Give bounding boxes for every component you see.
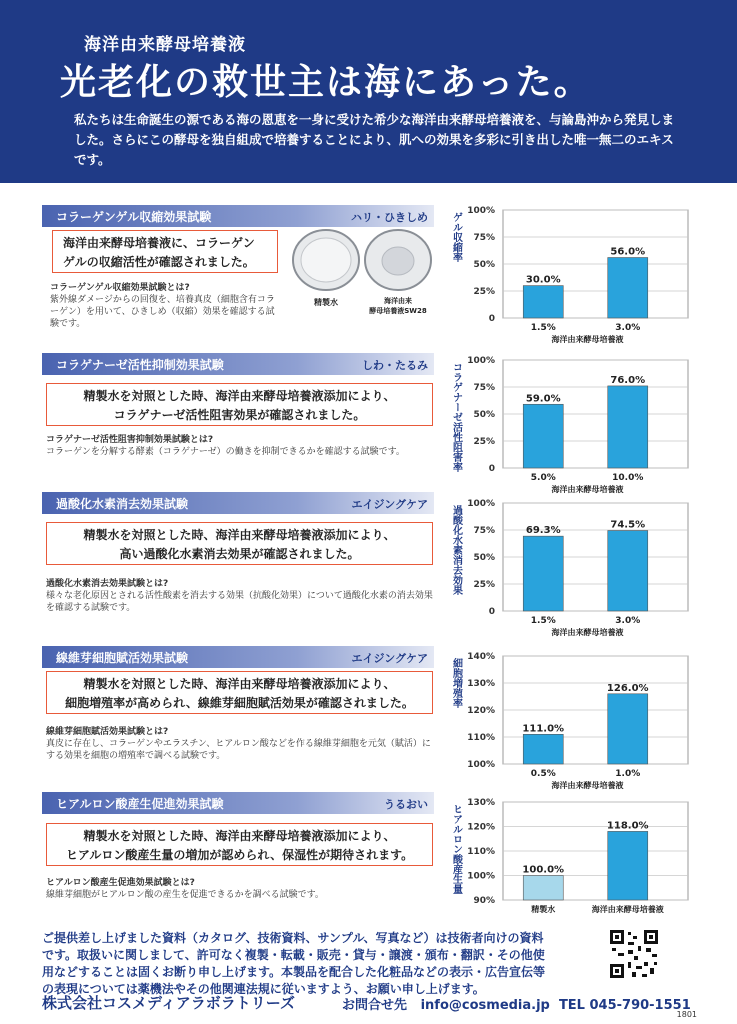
y-tick-label: 100% — [467, 356, 495, 366]
bar — [523, 876, 563, 901]
section-title: 線維芽細胞賦活効果試験 — [56, 651, 189, 665]
data-label: 111.0% — [522, 723, 565, 735]
section-hyaluronic — [42, 792, 434, 814]
y-tick-label: 140% — [467, 652, 495, 662]
bar — [523, 404, 563, 468]
chart-collagenase — [448, 350, 693, 495]
y-tick-label: 130% — [467, 679, 495, 689]
callout-line: 精製水を対照とした時、海洋由来酵母培養液添加により、 — [83, 829, 396, 843]
chart-collagen-gel — [448, 200, 693, 345]
x-tick-label: 3.0% — [615, 323, 641, 333]
note-question: コラーゲンゲル収縮効果試験とは? — [50, 283, 190, 293]
contact-label: お問合せ先 — [342, 998, 408, 1013]
y-axis-label: 過酸化水素消去効果 — [450, 505, 462, 595]
chart-fibroblast — [448, 646, 693, 791]
x-axis-label: 海洋由来酵母培養液 — [551, 628, 624, 637]
result-callout — [46, 671, 433, 714]
callout-line: ゲルの収縮活性が確認されました。 — [63, 255, 255, 269]
section-header — [42, 492, 434, 514]
bar — [608, 831, 648, 900]
section-title: 過酸化水素消去効果試験 — [56, 497, 189, 511]
y-tick-label: 50% — [473, 553, 495, 563]
section-header — [42, 353, 434, 375]
y-tick-label: 100% — [467, 206, 495, 216]
y-tick-label: 100% — [467, 871, 495, 882]
section-header — [42, 205, 434, 227]
section-title: コラゲナーゼ活性抑制効果試験 — [56, 358, 224, 372]
section-tag: ハリ・ひきしめ — [351, 211, 428, 224]
test-note — [46, 578, 436, 614]
callout-line: 高い過酸化水素消去効果が確認されました。 — [119, 547, 360, 561]
y-tick-label: 0 — [488, 314, 495, 324]
section-fibroblast — [42, 646, 434, 668]
data-label: 56.0% — [610, 246, 646, 258]
x-tick-label: 5.0% — [530, 473, 556, 483]
section-header — [42, 792, 434, 814]
x-tick-label: 海洋由来酵母培養液 — [591, 905, 664, 914]
data-label: 74.5% — [610, 519, 646, 531]
y-tick-label: 110% — [467, 733, 495, 743]
footer-notice: ご提供差し上げました資料（カタログ、技術資料、サンプル、写真など）は技術者向けの資料です。取扱いに関しまして、許可なく複製・転載・販売・貸与・譲渡・頒布・翻訳・その他使用などすることは固くお断り申し上げます。本製品を配合した化粧品などの表示・広告宣伝等の表現については薬機法やその他関連法規に従いますよう、お願い申し上げます。 — [42, 931, 546, 996]
y-tick-label: 120% — [467, 822, 495, 833]
x-tick-label: 1.0% — [615, 769, 641, 779]
x-axis-label: 海洋由来酵母培養液 — [551, 335, 624, 344]
test-note — [50, 282, 282, 330]
y-tick-label: 75% — [473, 233, 495, 243]
callout-line: 海洋由来酵母培養液に、コラーゲン — [63, 236, 255, 250]
y-tick-label: 120% — [467, 706, 495, 716]
section-tag: しわ・たるみ — [362, 359, 428, 372]
y-tick-label: 50% — [473, 260, 495, 270]
bar — [523, 536, 563, 611]
section-tag: うるおい — [384, 798, 428, 811]
x-tick-label: 1.5% — [530, 616, 556, 626]
data-label: 118.0% — [606, 820, 649, 832]
result-callout — [52, 230, 278, 273]
y-tick-label: 75% — [473, 526, 495, 536]
company-name: 株式会社コスメディアラボラトリーズ — [42, 994, 296, 1012]
note-body: 線維芽細胞がヒアルロン酸の産生を促進できるかを調べる試験です。 — [46, 890, 324, 900]
y-tick-label: 75% — [473, 383, 495, 393]
dish-label-sample-1: 海洋由来 — [384, 297, 412, 305]
data-label: 59.0% — [525, 393, 561, 405]
header-banner — [0, 0, 737, 183]
x-tick-label: 3.0% — [615, 616, 641, 626]
callout-line: 精製水を対照とした時、海洋由来酵母培養液添加により、 — [83, 677, 396, 691]
section-title: コラーゲンゲル収縮効果試験 — [56, 210, 212, 224]
x-axis-label: 海洋由来酵母培養液 — [551, 485, 624, 494]
chart-hyaluronic — [448, 792, 693, 927]
y-axis-label: 細胞増殖率 — [450, 658, 462, 708]
data-label: 126.0% — [606, 682, 649, 694]
test-note — [46, 434, 436, 458]
note-question: 過酸化水素消去効果試験とは? — [46, 579, 169, 589]
data-label: 30.0% — [525, 274, 561, 286]
contact-email[interactable]: info@cosmedia.jp — [420, 998, 550, 1013]
section-header — [42, 646, 434, 668]
petri-dish-photo — [290, 227, 435, 322]
data-label: 76.0% — [610, 374, 646, 386]
callout-line: 精製水を対照とした時、海洋由来酵母培養液添加により、 — [83, 389, 396, 403]
y-tick-label: 25% — [473, 580, 495, 590]
result-callout — [46, 823, 433, 866]
header-subtitle: 海洋由来酵母培養液 — [84, 35, 246, 55]
x-tick-label: 1.5% — [530, 323, 556, 333]
test-note — [46, 877, 436, 901]
note-question: コラゲナーゼ活性阻害抑制効果試験とは? — [46, 435, 214, 445]
y-axis-label: ヒアルロン酸産生量 — [450, 804, 462, 894]
header-title: 光老化の救世主は海にあった。 — [60, 62, 592, 103]
dish-label-control: 精製水 — [314, 298, 338, 307]
contact-line — [342, 994, 691, 1013]
note-question: 線維芽細胞賦活効果試験とは? — [46, 727, 169, 737]
x-axis-label: 海洋由来酵母培養液 — [551, 781, 624, 790]
y-tick-label: 25% — [473, 287, 495, 297]
y-tick-label: 110% — [467, 847, 495, 857]
section-peroxide — [42, 492, 434, 514]
x-tick-label: 0.5% — [530, 769, 556, 779]
bar — [608, 386, 648, 468]
test-note — [46, 726, 436, 762]
section-tag: エイジングケア — [351, 498, 428, 511]
x-tick-label: 精製水 — [531, 905, 556, 914]
note-body: 真皮に存在し、コラーゲンやエラスチン、ヒアルロン酸などを作る線維芽細胞を元気（賦活）にする効果を細胞の増殖率で調べる試験です。 — [46, 739, 431, 761]
y-tick-label: 25% — [473, 437, 495, 447]
bar — [523, 286, 563, 318]
y-tick-label: 100% — [467, 499, 495, 509]
note-question: ヒアルロン酸産生促進効果試験とは? — [46, 878, 195, 888]
contact-tel[interactable]: TEL 045-790-1551 — [558, 998, 691, 1013]
callout-line: ヒアルロン酸産生量の増加が認められ、保湿性が期待されます。 — [65, 848, 414, 862]
y-tick-label: 130% — [467, 798, 495, 808]
document-number: 1801 — [676, 1010, 697, 1019]
dish-label-sample-2: 酵母培養液SW28 — [369, 307, 427, 315]
qr-code-icon[interactable] — [608, 928, 660, 980]
note-body: 様々な老化原因とされる活性酸素を消去する効果（抗酸化効果）について過酸化水素の消去効果を確認する試験です。 — [46, 591, 433, 613]
bar — [608, 531, 648, 611]
section-tag: エイジングケア — [351, 652, 428, 665]
result-callout — [46, 522, 433, 565]
callout-line: コラゲナーゼ活性阻害効果が確認されました。 — [113, 408, 366, 422]
header-intro: 私たちは生命誕生の源である海の恩恵を一身に受けた希少な海洋由来酵母培養液を、与論島沖から発見しました。さらにこの酵母を独自組成で培養することにより、肌への効果を多彩に引き出した唯一無二のエキスです。 — [74, 112, 675, 167]
y-axis-label: コラゲナーゼ活性阻害率 — [450, 362, 462, 472]
callout-line: 精製水を対照とした時、海洋由来酵母培養液添加により、 — [83, 528, 396, 542]
section-title: ヒアルロン酸産生促進効果試験 — [56, 797, 224, 811]
data-label: 69.3% — [525, 525, 561, 537]
section-collagenase — [42, 353, 434, 375]
callout-line: 細胞増殖率が高められ、線維芽細胞賦活効果が確認されました。 — [65, 696, 414, 710]
x-tick-label: 10.0% — [612, 473, 644, 483]
y-tick-label: 0 — [488, 464, 495, 474]
result-callout — [46, 383, 433, 426]
y-tick-label: 100% — [467, 760, 495, 770]
y-tick-label: 90% — [473, 896, 495, 906]
note-body: 紫外線ダメージからの回復を、培養真皮（細胞含有コラーゲン）を用いて、ひきしめ（収縮）効果を確認する試験です。 — [50, 295, 275, 329]
data-label: 100.0% — [522, 864, 565, 876]
note-body: コラーゲンを分解する酵素（コラゲナーゼ）の働きを抑制できるかを確認する試験です。 — [46, 447, 405, 457]
chart-peroxide — [448, 493, 693, 638]
bar — [608, 694, 648, 764]
y-tick-label: 0 — [488, 607, 495, 617]
bar — [608, 258, 648, 318]
y-tick-label: 50% — [473, 410, 495, 420]
y-axis-label: ゲル収縮率 — [450, 212, 462, 262]
bar — [523, 734, 563, 764]
